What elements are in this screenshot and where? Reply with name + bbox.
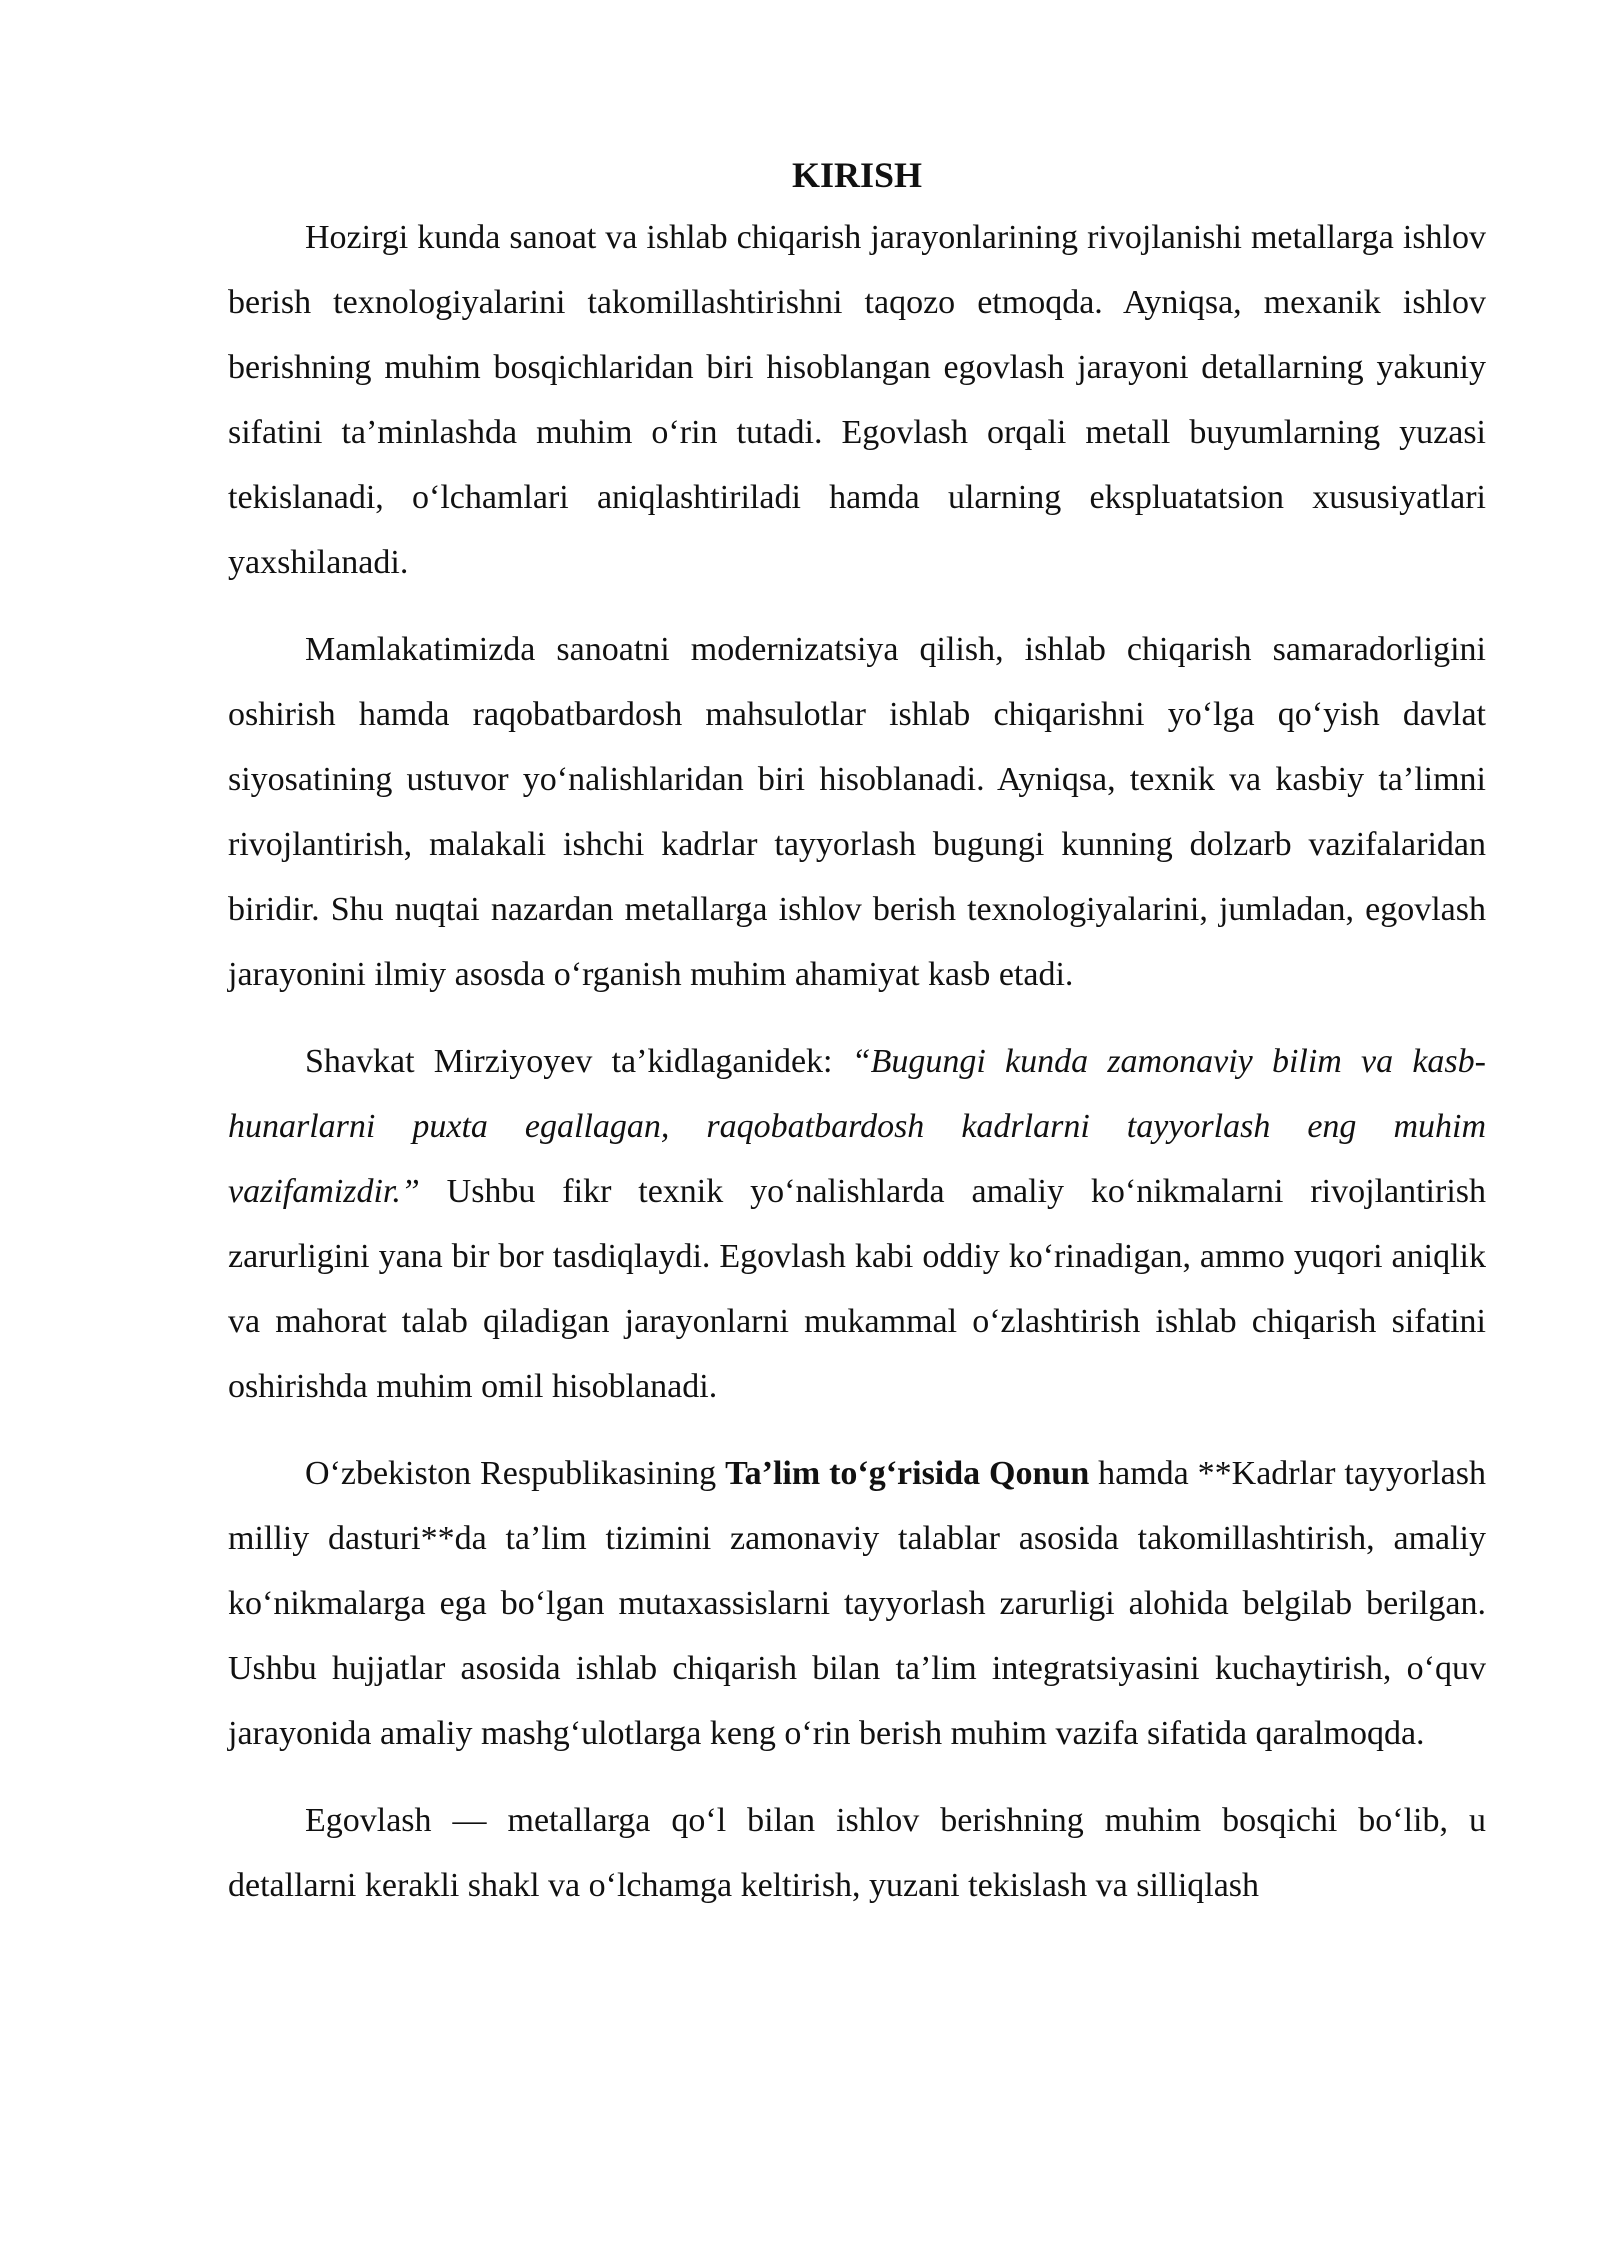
paragraph-2: Mamlakatimizda sanoatni modernizatsiya qilish, ishlab chiqarish samaradorligini oshirish hamda raqobatbardosh mahsulotlar ishlab chiqarishni yo‘lga qo‘yish davlat siyosatining ustuvor yo‘nalishlaridan biri hisoblanadi. Ayniqsa, texnik va kasbiy ta’limni rivojlantirish, malakali ishchi kadrlar tayyorlash bugungi kunning dolzarb vazifalaridan biridir. Shu nuqtai nazardan metallarga ishlov berish texnologiyalarini, jumladan, egovlash jarayonini ilmiy asosda o‘rganish muhim ahamiyat kasb etadi. bbox=[228, 631, 1486, 993]
paragraph-4 bbox=[228, 1441, 1486, 1766]
paragraph-3-rest: Ushbu fikr texnik yo‘nalishlarda amaliy ko‘nikmalarni rivojlantirish zarurligini yana bir bor tasdiqlaydi. Egovlash kabi oddiy ko‘rinadigan, ammo yuqori aniqlik va mahorat talab qiladigan jarayonlarni mukammal o‘zlashtirish ishlab chiqarish sifatini oshirishda muhim omil hisoblanadi. bbox=[228, 1173, 1486, 1405]
paragraph-3-lead: Shavkat Mirziyoyev ta’kidlaganidek: bbox=[305, 1043, 852, 1080]
document-page bbox=[228, 145, 1486, 1940]
paragraph-5: Egovlash — metallarga qo‘l bilan ishlov berishning muhim bosqichi bo‘lib, u detallarni kerakli shakl va o‘lchamga keltirish, yuzani tekislash va silliqlash bbox=[228, 1802, 1486, 1904]
paragraph-1: Hozirgi kunda sanoat va ishlab chiqarish jarayonlarining rivojlanishi metallarga ishlov berish texnologiyalarini takomillashtirishni taqozo etmoqda. Ayniqsa, mexanik ishlov berishning muhim bosqichlaridan biri hisoblangan egovlash jarayoni detallarning yakuniy sifatini ta’minlashda muhim o‘rin tutadi. Egovlash orqali metall buyumlarning yuzasi tekislanadi, o‘lchamlari aniqlashtiriladi hamda ularning ekspluatatsion xususiyatlari yaxshilanadi. bbox=[228, 219, 1486, 581]
law-title: Ta’lim to‘g‘risida Qonun bbox=[725, 1455, 1090, 1492]
paragraph-4-lead: O‘zbekiston Respublikasining bbox=[305, 1455, 726, 1492]
paragraph-3 bbox=[228, 1029, 1486, 1419]
paragraph-4-rest: hamda **Kadrlar tayyorlash milliy dasturi**da ta’lim tizimini zamonaviy talablar asosida takomillashtirish, amaliy ko‘nikmalarga ega bo‘lgan mutaxassislarni tayyorlash zarurligi alohida belgilab berilgan. Ushbu hujjatlar asosida ishlab chiqarish bilan ta’lim integratsiyasini kuchaytirish, o‘quv jarayonida amaliy mashg‘ulotlarga keng o‘rin berish muhim vazifa sifatida qaralmoqda. bbox=[228, 1455, 1486, 1752]
page-heading: KIRISH bbox=[791, 155, 923, 195]
president-quote: “Bugungi kunda zamonaviy bilim va kasb-hunarlarni puxta egallagan, raqobatbardosh kadrlarni tayyorlash eng muhim vazifamizdir.” bbox=[228, 1043, 1486, 1210]
